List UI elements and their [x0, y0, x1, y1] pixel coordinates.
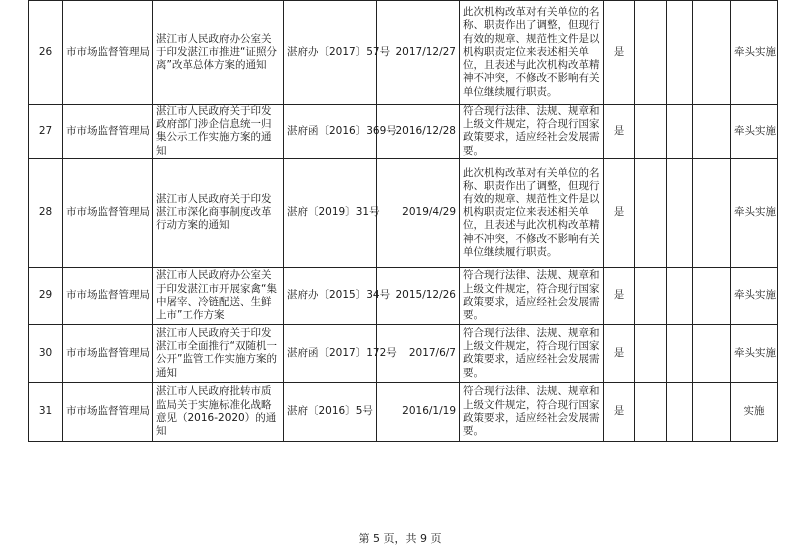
document-title-cell: 湛江市人民政府办公室关于印发湛江市开展家禽“集中屠宰、冷链配送、生鲜上市”工作方案: [153, 267, 284, 324]
empty-cell: [693, 267, 731, 324]
issue-date-cell: 2016/12/28: [377, 105, 460, 159]
reason-cell: 符合现行法律、法规、规章和上级文件规定，符合现行国家政策要求，适应经社会发展需要。: [460, 324, 604, 382]
reason-cell: 符合现行法律、法规、规章和上级文件规定，符合现行国家政策要求，适应经社会发展需要。: [460, 267, 604, 324]
empty-cell: [693, 382, 731, 441]
action-cell: 牵头实施: [731, 105, 778, 159]
empty-cell: [667, 158, 693, 267]
document-title-cell: 湛江市人民政府办公室关于印发湛江市推进“证照分离”改革总体方案的通知: [153, 1, 284, 105]
department-cell: 市市场监督管理局: [63, 1, 153, 105]
reason-cell: 此次机构改革对有关单位的名称、职责作出了调整，但现行有效的规章、规范性文件是以机构职责定位来表述相关单位，且表述与此次机构改革精神不冲突，不修改不影响有关单位继续履行职责。: [460, 158, 604, 267]
empty-cell: [693, 158, 731, 267]
action-cell: 牵头实施: [731, 1, 778, 105]
empty-cell: [667, 105, 693, 159]
document-number-cell: 湛府办〔2017〕57号: [284, 1, 377, 105]
retain-cell: 是: [604, 158, 635, 267]
empty-cell: [635, 105, 667, 159]
reason-cell: 符合现行法律、法规、规章和上级文件规定，符合现行国家政策要求，适应经社会发展需要。: [460, 382, 604, 441]
empty-cell: [693, 1, 731, 105]
table-row: [29, 382, 778, 441]
table-row: [29, 324, 778, 382]
retain-cell: 是: [604, 1, 635, 105]
issue-date-cell: 2019/4/29: [377, 158, 460, 267]
action-cell: 实施: [731, 382, 778, 441]
document-table: [28, 0, 778, 442]
issue-date-cell: 2015/12/26: [377, 267, 460, 324]
empty-cell: [635, 158, 667, 267]
issue-date-cell: 2017/12/27: [377, 1, 460, 105]
action-cell: 牵头实施: [731, 324, 778, 382]
document-number-cell: 湛府〔2019〕31号: [284, 158, 377, 267]
table-row: [29, 105, 778, 159]
retain-cell: 是: [604, 324, 635, 382]
document-number-cell: 湛府函〔2017〕172号: [284, 324, 377, 382]
row-number: 30: [29, 324, 63, 382]
empty-cell: [635, 1, 667, 105]
department-cell: 市市场监督管理局: [63, 105, 153, 159]
document-title-cell: 湛江市人民政府关于印发湛江市全面推行“双随机一公开”监管工作实施方案的通知: [153, 324, 284, 382]
document-title-cell: 湛江市人民政府批转市质监局关于实施标准化战略意见（2016-2020）的通知: [153, 382, 284, 441]
table-row: [29, 267, 778, 324]
document-number-cell: 湛府办〔2015〕34号: [284, 267, 377, 324]
department-cell: 市市场监督管理局: [63, 267, 153, 324]
empty-cell: [635, 382, 667, 441]
empty-cell: [667, 324, 693, 382]
table-row: [29, 1, 778, 105]
row-number: 29: [29, 267, 63, 324]
document-number-cell: 湛府函〔2016〕369号: [284, 105, 377, 159]
row-number: 26: [29, 1, 63, 105]
department-cell: 市市场监督管理局: [63, 382, 153, 441]
page-number-footer: 第 5 页，共 9 页: [358, 532, 442, 545]
document-title-cell: 湛江市人民政府关于印发政府部门涉企信息统一归集公示工作实施方案的通知: [153, 105, 284, 159]
document-number-cell: 湛府〔2016〕5号: [284, 382, 377, 441]
empty-cell: [635, 267, 667, 324]
document-page: [28, 0, 776, 442]
table-row: [29, 158, 778, 267]
issue-date-cell: 2017/6/7: [377, 324, 460, 382]
retain-cell: 是: [604, 382, 635, 441]
row-number: 27: [29, 105, 63, 159]
row-number: 31: [29, 382, 63, 441]
reason-cell: 符合现行法律、法规、规章和上级文件规定，符合现行国家政策要求，适应经社会发展需要。: [460, 105, 604, 159]
empty-cell: [635, 324, 667, 382]
empty-cell: [667, 267, 693, 324]
retain-cell: 是: [604, 105, 635, 159]
empty-cell: [667, 1, 693, 105]
action-cell: 牵头实施: [731, 267, 778, 324]
department-cell: 市市场监督管理局: [63, 158, 153, 267]
empty-cell: [693, 105, 731, 159]
empty-cell: [693, 324, 731, 382]
department-cell: 市市场监督管理局: [63, 324, 153, 382]
issue-date-cell: 2016/1/19: [377, 382, 460, 441]
row-number: 28: [29, 158, 63, 267]
document-title-cell: 湛江市人民政府关于印发湛江市深化商事制度改革行动方案的通知: [153, 158, 284, 267]
action-cell: 牵头实施: [731, 158, 778, 267]
reason-cell: 此次机构改革对有关单位的名称、职责作出了调整，但现行有效的规章、规范性文件是以机构职责定位来表述相关单位，且表述与此次机构改革精神不冲突，不修改不影响有关单位继续履行职责。: [460, 1, 604, 105]
empty-cell: [667, 382, 693, 441]
retain-cell: 是: [604, 267, 635, 324]
